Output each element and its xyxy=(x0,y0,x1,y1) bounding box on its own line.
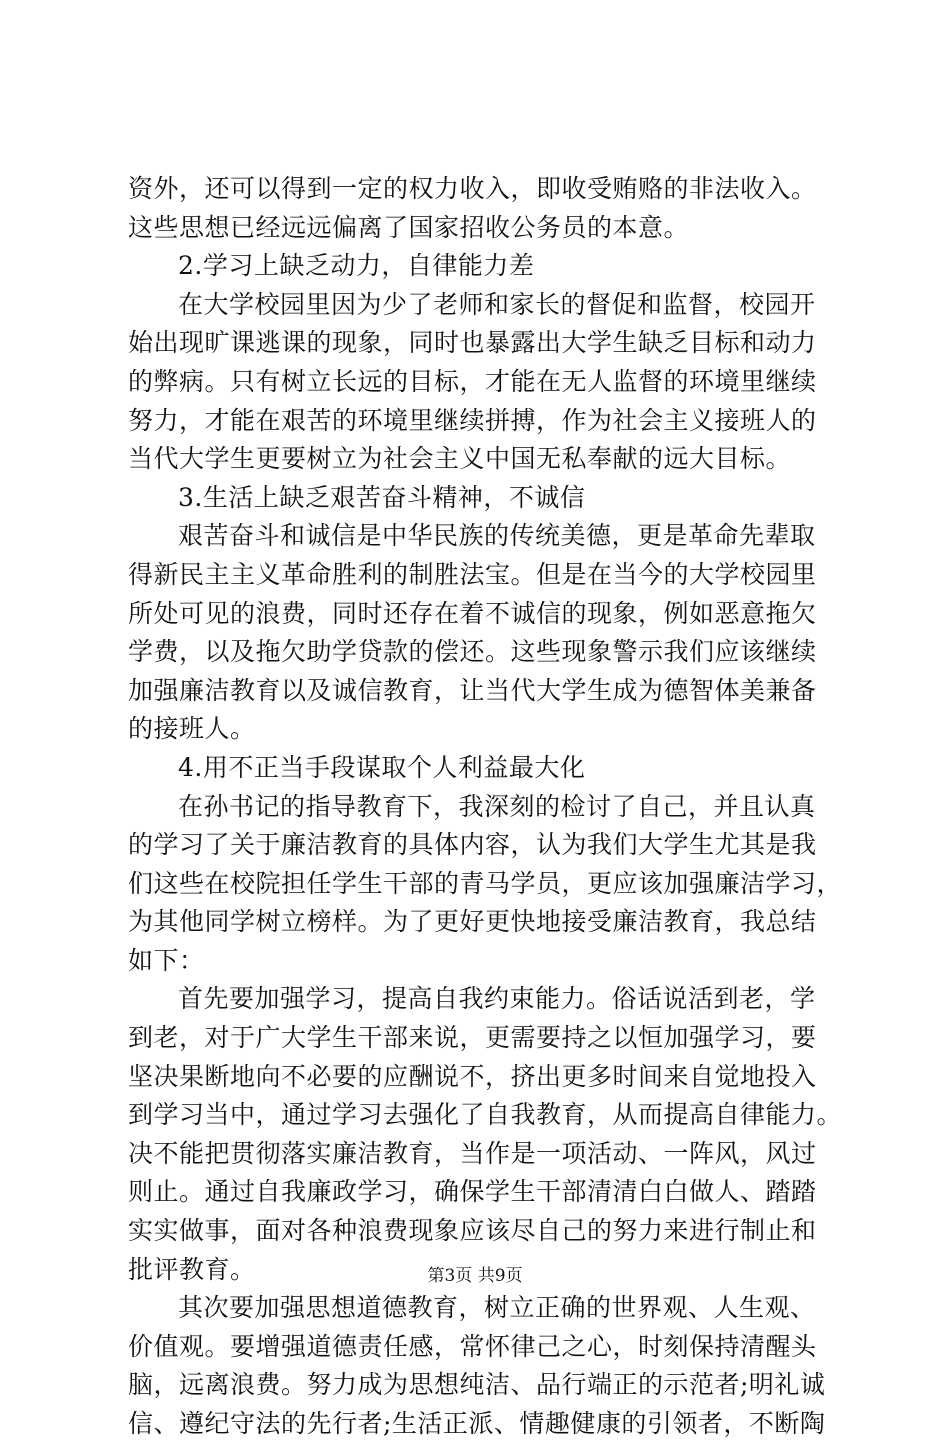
text-line: 到学习当中，通过学习去强化了自我教育，从而提高自律能力。 xyxy=(128,1100,843,1130)
text-line: 艰苦奋斗和诚信是中华民族的传统美德，更是革命先辈取 xyxy=(178,521,816,551)
text-line: 坚决果断地向不必要的应酬说不，挤出更多时间来自觉地投入 xyxy=(128,1061,817,1091)
text-line: 脑，远离浪费。努力成为思想纯洁、品行端正的示范者;明礼诚 xyxy=(128,1370,826,1400)
text-line: 批评教育。 xyxy=(128,1254,256,1284)
page-number-footer: 第3页 共9页 xyxy=(427,1266,523,1286)
text-line: 其次要加强思想道德教育，树立正确的世界观、人生观、 xyxy=(178,1293,816,1323)
text-line: 这些思想已经远远偏离了国家招收公务员的本意。 xyxy=(128,212,690,242)
text-line: 4.用不正当手段谋取个人利益最大化 xyxy=(178,752,586,782)
text-line: 价值观。要增强道德责任感，常怀律己之心，时刻保持清醒头 xyxy=(128,1331,817,1361)
text-line: 2.学习上缺乏动力，自律能力差 xyxy=(178,251,535,281)
text-line: 的接班人。 xyxy=(128,714,256,744)
text-line: 得新民主主义革命胜利的制胜法宝。但是在当今的大学校园里 xyxy=(128,559,817,589)
text-line: 如下： xyxy=(128,945,205,975)
text-line: 实实做事，面对各种浪费现象应该尽自己的努力来进行制止和 xyxy=(128,1216,817,1246)
text-line: 学费，以及拖欠助学贷款的偿还。这些现象警示我们应该继续 xyxy=(128,637,817,667)
text-line: 所处可见的浪费，同时还存在着不诚信的现象，例如恶意拖欠 xyxy=(128,598,817,628)
document-body xyxy=(128,170,843,1444)
text-line: 则止。通过自我廉政学习，确保学生干部清清白白做人、踏踏 xyxy=(128,1177,817,1207)
text-line: 在孙书记的指导教育下，我深刻的检讨了自己，并且认真 xyxy=(178,791,816,821)
text-line: 努力，才能在艰苦的环境里继续拼搏，作为社会主义接班人的 xyxy=(128,405,817,435)
text-line: 的弊病。只有树立长远的目标，才能在无人监督的环境里继续 xyxy=(128,366,817,396)
text-line: 的学习了关于廉洁教育的具体内容，认为我们大学生尤其是我 xyxy=(128,830,817,860)
text-line: 决不能把贯彻落实廉洁教育，当作是一项活动、一阵风，风过 xyxy=(128,1138,817,1168)
text-line: 首先要加强学习，提高自我约束能力。俗话说活到老，学 xyxy=(178,984,816,1014)
text-line: 始出现旷课逃课的现象，同时也暴露出大学生缺乏目标和动力 xyxy=(128,328,817,358)
text-line: 们这些在校院担任学生干部的青马学员，更应该加强廉洁学习， xyxy=(128,868,843,898)
text-line: 资外，还可以得到一定的权力收入，即收受贿赂的非法收入。 xyxy=(128,174,817,203)
text-line: 到老，对于广大学生干部来说，更需要持之以恒加强学习，要 xyxy=(128,1023,817,1053)
text-line: 加强廉洁教育以及诚信教育，让当代大学生成为德智体美兼备 xyxy=(128,675,817,705)
text-line: 为其他同学树立榜样。为了更好更快地接受廉洁教育，我总结 xyxy=(128,907,817,937)
text-line: 信、遵纪守法的先行者;生活正派、情趣健康的引领者，不断陶 xyxy=(128,1409,826,1438)
text-line: 在大学校园里因为少了老师和家长的督促和监督，校园开 xyxy=(178,289,816,319)
text-line: 3.生活上缺乏艰苦奋斗精神，不诚信 xyxy=(178,482,586,512)
text-line: 当代大学生更要树立为社会主义中国无私奉献的远大目标。 xyxy=(128,444,792,474)
